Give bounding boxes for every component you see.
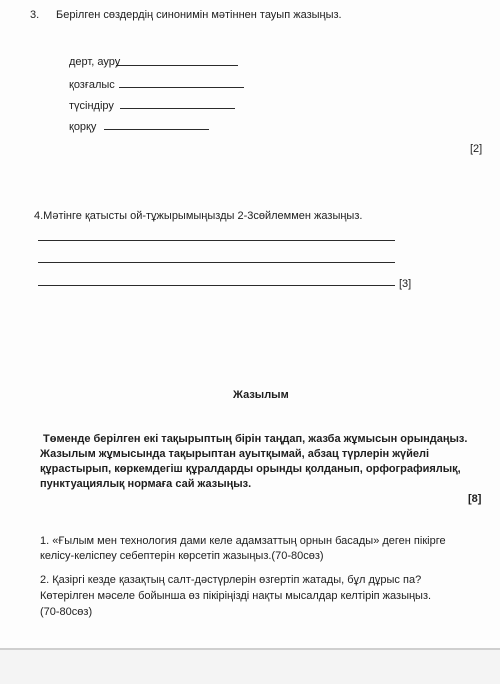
q4-title: 4.Мәтінге қатысты ой-тұжырымыңызды 2-3сөйлеммен жазыңыз. <box>34 210 363 222</box>
answer-line <box>38 285 395 286</box>
topic-2-line-2: Көтерілген мәселе бойынша өз пікіріңізді нақты мысалдар келтіріп жазыңыз. <box>40 590 432 602</box>
topic-2-line-1: 2. Қазіргі кезде қазақтың салт-дәстүрлерін өзгертіп жатады, бұл дұрыс па? <box>40 574 422 586</box>
q4-score: [3] <box>399 278 412 290</box>
q3-word-3: түсіндіру <box>69 100 114 112</box>
q3-number: 3. <box>30 9 40 21</box>
q3-score: [2] <box>470 143 483 155</box>
q3-word-2: қозғалыс <box>69 79 115 91</box>
q3-title: Берілген сөздердің синонимін мәтіннен тауып жазыңыз. <box>56 9 342 21</box>
topic-2-line-3: (70-80сөз) <box>40 606 93 618</box>
writing-instruction-line-1: Төменде берілген екі тақырыптың бірін таңдап, жазба жұмысын орындаңыз. <box>43 433 468 445</box>
topic-1-line-1: 1. «Ғылым мен технология дами келе адамзаттың орнын басады» деген пікірге <box>40 535 446 547</box>
answer-line <box>38 240 395 241</box>
writing-heading: Жазылым <box>233 389 289 401</box>
answer-line <box>119 87 244 88</box>
q3-word-4: қорқу <box>69 121 97 133</box>
writing-score: [8] <box>468 493 482 505</box>
q3-word-1: дерт, ауру <box>69 56 121 68</box>
page-bottom-band <box>0 650 500 684</box>
answer-line <box>116 65 238 66</box>
topic-1-line-2: келісу-келіспеу себептерін көрсетіп жазыңыз.(70-80сөз) <box>40 550 324 562</box>
writing-instruction-line-2: Жазылым жұмысында тақырыптан ауытқымай, абзац түрлерін жүйелі <box>40 448 430 460</box>
answer-line <box>104 129 209 130</box>
answer-line <box>38 262 395 263</box>
answer-line <box>120 108 235 109</box>
writing-instruction-line-4: пунктуациялық нормаға сай жазыңыз. <box>40 478 252 490</box>
writing-instruction-line-3: құрастырып, көркемдегіш құралдарды орынды қолданып, орфографиялық, <box>40 463 461 475</box>
